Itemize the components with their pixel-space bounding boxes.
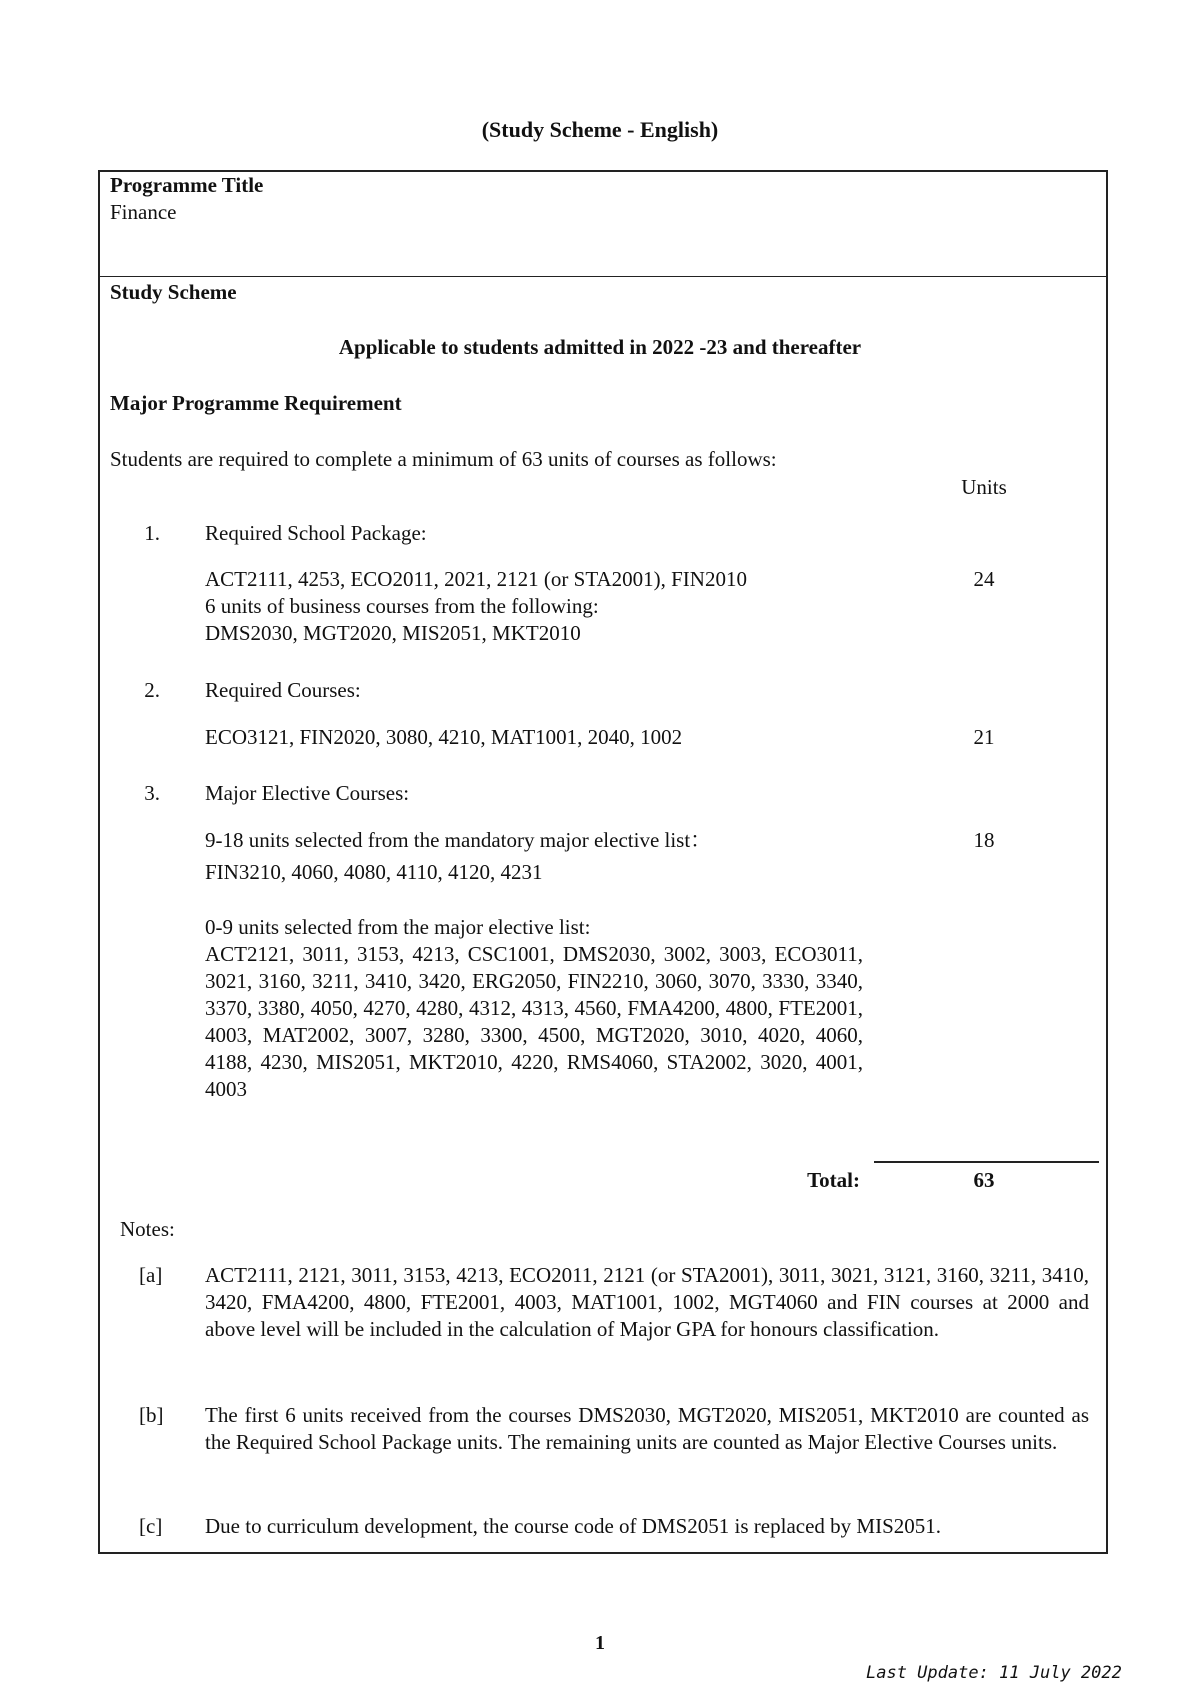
note-tag: [a]	[139, 1263, 163, 1287]
item-courses: ECO3121, FIN2020, 3080, 4210, MAT1001, 2040, 1002	[205, 725, 683, 749]
requirement-intro: Students are required to complete a minimum of 63 units of courses as follows:	[110, 447, 777, 471]
units-column-header: Units	[961, 475, 1007, 499]
last-update: Last Update: 11 July 2022	[866, 1663, 1122, 1683]
document-title: (Study Scheme - English)	[481, 117, 719, 142]
item-units: 24	[973, 567, 995, 591]
item-label: Major Elective Courses:	[205, 781, 410, 805]
note-tag: [c]	[139, 1514, 163, 1538]
elective-list-label: 0-9 units selected from the major elective list:	[205, 915, 591, 939]
item-number: 3.	[144, 781, 160, 805]
page-number: 1	[595, 1632, 605, 1654]
item-courses: ACT2111, 4253, ECO2011, 2021, 2121 (or STA2001), FIN2010	[205, 567, 747, 591]
total-value: 63	[973, 1168, 995, 1192]
major-requirement-heading: Major Programme Requirement	[110, 391, 402, 415]
note-text: The first 6 units received from the courses DMS2030, MGT2020, MIS2051, MKT2010 are counted as the Required School Package units. The remaining units are counted as Major Elective Courses units.	[205, 1403, 1089, 1454]
section-divider	[100, 276, 1106, 277]
programme-title-value: Finance	[110, 200, 177, 224]
item-number: 2.	[144, 678, 160, 702]
applicable-statement: Applicable to students admitted in 2022 -23 and thereafter	[338, 335, 862, 359]
item-number: 1.	[144, 521, 160, 545]
total-rule	[874, 1161, 1099, 1163]
item-label: Required School Package:	[205, 521, 427, 545]
item-courses-list: DMS2030, MGT2020, MIS2051, MKT2010	[205, 621, 581, 645]
item-courses-note: 6 units of business courses from the following:	[205, 594, 599, 618]
study-scheme-label: Study Scheme	[110, 280, 237, 304]
total-label: Total:	[807, 1168, 860, 1192]
item-label: Required Courses:	[205, 678, 361, 702]
notes-label: Notes:	[120, 1217, 175, 1241]
note-tag: [b]	[139, 1403, 164, 1427]
elective-course-list: ACT2121, 3011, 3153, 4213, CSC1001, DMS2030, 3002, 3003, ECO3011, 3021, 3160, 3211, 3410, 3420, ERG2050, FIN2210, 3060, 3070, 3330, 3340, 3370, 3380, 4050, 4270, 4280, 4312, 4313, 4560, FMA4200, 4800, FTE2001, 4003, MAT2002, 3007, 3280, 3300, 4500, MGT2020, 3010, 4020, 4060, 4188, 4230, MIS2051, MKT2010, 4220, RMS4060, STA2002, 3020, 4001, 4003	[205, 942, 863, 1101]
item-courses: 9-18 units selected from the mandatory major elective list：	[205, 828, 712, 852]
item-courses-list: FIN3210, 4060, 4080, 4110, 4120, 4231	[205, 860, 543, 884]
note-text: ACT2111, 2121, 3011, 3153, 4213, ECO2011, 2121 (or STA2001), 3011, 3021, 3121, 3160, 3211, 3410, 3420, FMA4200, 4800, FTE2001, 4003, MAT1001, 1002, MGT4060 and FIN courses at 2000 and above level will be included in the calculation of Major GPA for honours classification.	[205, 1263, 1089, 1341]
item-units: 18	[973, 828, 995, 852]
programme-title-label: Programme Title	[110, 173, 264, 197]
note-text: Due to curriculum development, the course code of DMS2051 is replaced by MIS2051.	[205, 1514, 941, 1538]
item-units: 21	[973, 725, 995, 749]
